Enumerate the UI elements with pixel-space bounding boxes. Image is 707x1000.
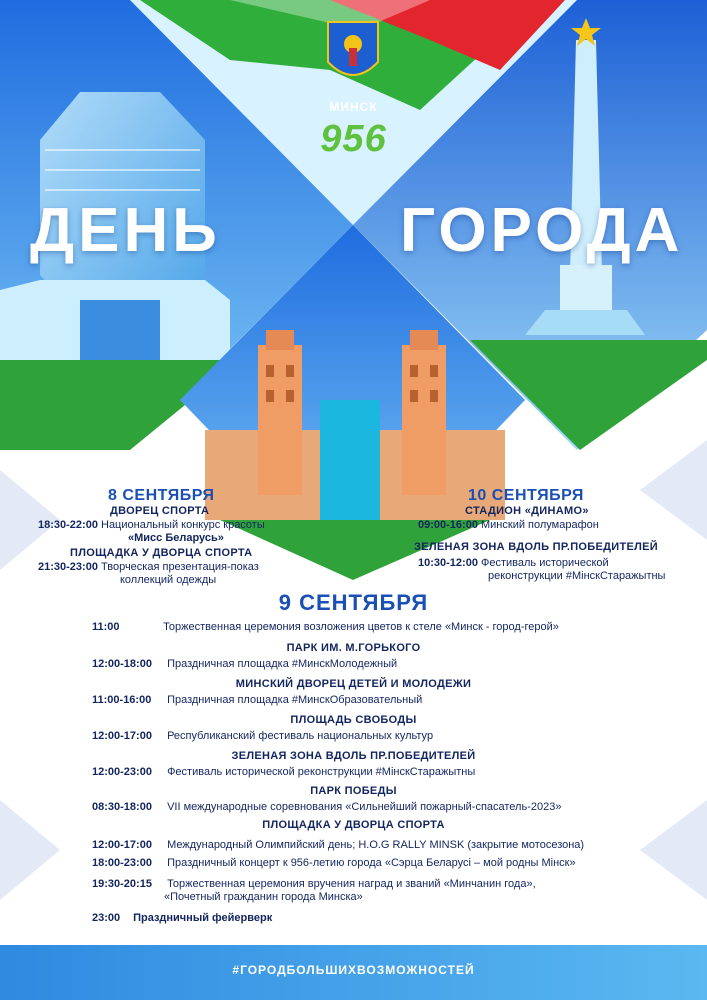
sep9-event1: [92, 658, 397, 671]
sep8-date: 8 СЕНТЯБРЯ: [108, 487, 215, 504]
sep9-event2: [92, 694, 422, 707]
event-time: 12:00-17:00: [92, 730, 152, 742]
event-desc: Торжественная церемония возложения цветов к стеле «Минск - город-герой»: [163, 621, 559, 633]
sep8-venue1: ДВОРЕЦ СПОРТА: [110, 505, 210, 517]
event-desc: Международный Олимпийский день; H.O.G RALLY MINSK (закрытие мотосезона): [167, 839, 585, 851]
sep9-event8: [92, 878, 536, 891]
event-desc: Национальный конкурс красоты: [101, 519, 265, 531]
event-desc: VII международные соревнования «Сильнейший пожарный-спасатель-2023»: [167, 801, 562, 813]
title-left: ДЕНЬ: [30, 196, 221, 265]
event-desc: Праздничная площадка #МинскОбразовательный: [167, 694, 423, 706]
event-time: 09:00-16:00: [418, 519, 478, 531]
sep10-venue1: СТАДИОН «ДИНАМО»: [465, 505, 589, 517]
sep9-event0: [92, 621, 559, 634]
event-time: 12:00-17:00: [92, 839, 152, 851]
sep8-venue2: ПЛОЩАДКА У ДВОРЦА СПОРТА: [70, 547, 253, 559]
event-desc: Фестиваль исторической: [481, 557, 609, 569]
sep10-event2: [418, 557, 609, 570]
event-desc: Фестиваль исторической реконструкции #МінскСтаражытны: [167, 766, 476, 778]
sep9-venue2: МИНСКИЙ ДВОРЕЦ ДЕТЕЙ И МОЛОДЕЖИ: [235, 678, 472, 690]
sep10-event2-desc2: реконструкции #МінскСтаражытны: [488, 570, 666, 582]
sep10-event1: [418, 519, 599, 532]
event-desc: Республиканский фестиваль национальных культур: [167, 730, 434, 742]
minsk-coat-of-arms-icon: [328, 22, 378, 75]
event-desc: Праздничный концерт к 956-летию города «Сэрца Беларусі – мой родны Мінск»: [167, 857, 576, 869]
event-time: 12:00-18:00: [92, 658, 152, 670]
sep10-date: 10 СЕНТЯБРЯ: [468, 487, 584, 504]
city-label: МИНСК: [329, 100, 378, 114]
event-time: 08:30-18:00: [92, 801, 152, 813]
event-time: 18:00-23:00: [92, 857, 152, 869]
city-age: 956: [320, 118, 387, 160]
sep9-event7: [92, 857, 576, 870]
event-desc: Торжественная церемония вручения наград и званий «Минчанин года»,: [167, 878, 536, 890]
sep9-venue1: ПАРК ИМ. М.ГОРЬКОГО: [286, 642, 421, 654]
event-time: 12:00-23:00: [92, 766, 152, 778]
sep9-venue4: ЗЕЛЕНАЯ ЗОНА ВДОЛЬ ПР.ПОБЕДИТЕЛЕЙ: [231, 750, 476, 762]
sep9-event8-desc2: «Почетный гражданин города Минска»: [164, 891, 363, 903]
sep9-event3: [92, 730, 433, 743]
event-time: 10:30-12:00: [418, 557, 478, 569]
event-time: 11:00-16:00: [92, 694, 152, 706]
event-time: 21:30-23:00: [38, 561, 98, 573]
sep9-event9: [92, 912, 272, 925]
sep9-venue3: ПЛОЩАДЬ СВОБОДЫ: [290, 714, 417, 726]
sep9-date: 9 СЕНТЯБРЯ: [278, 590, 429, 615]
event-desc: Минский полумарафон: [481, 519, 599, 531]
event-desc: Творческая презентация-показ: [101, 561, 259, 573]
event-time: 19:30-20:15: [92, 878, 152, 890]
sep9-venue6: ПЛОЩАДКА У ДВОРЦА СПОРТА: [262, 819, 445, 831]
sep8-event2-desc2: коллекций одежды: [120, 574, 217, 586]
sep9-event6: [92, 839, 584, 852]
sep8-event1-desc2: «Мисс Беларусь»: [128, 532, 224, 544]
sep8-event2: [38, 561, 259, 574]
sep8-event1: [38, 519, 265, 532]
sep9-event4: [92, 766, 475, 779]
sep10-venue2: ЗЕЛЕНАЯ ЗОНА ВДОЛЬ ПР.ПОБЕДИТЕЛЕЙ: [414, 541, 658, 553]
event-desc: Праздничный фейерверк: [133, 912, 273, 924]
event-time: 11:00: [92, 621, 120, 633]
sep9-event5: [92, 801, 561, 814]
event-time: 23:00: [92, 912, 121, 924]
title-right: ГОРОДА: [400, 196, 684, 265]
sep9-venue5: ПАРК ПОБЕДЫ: [310, 785, 397, 797]
event-time: 18:30-22:00: [38, 519, 98, 531]
event-desc: Праздничная площадка #МинскМолодежный: [167, 658, 398, 670]
footer-hashtag: #ГОРОДБОЛЬШИХВОЗМОЖНОСТЕЙ: [232, 963, 475, 977]
